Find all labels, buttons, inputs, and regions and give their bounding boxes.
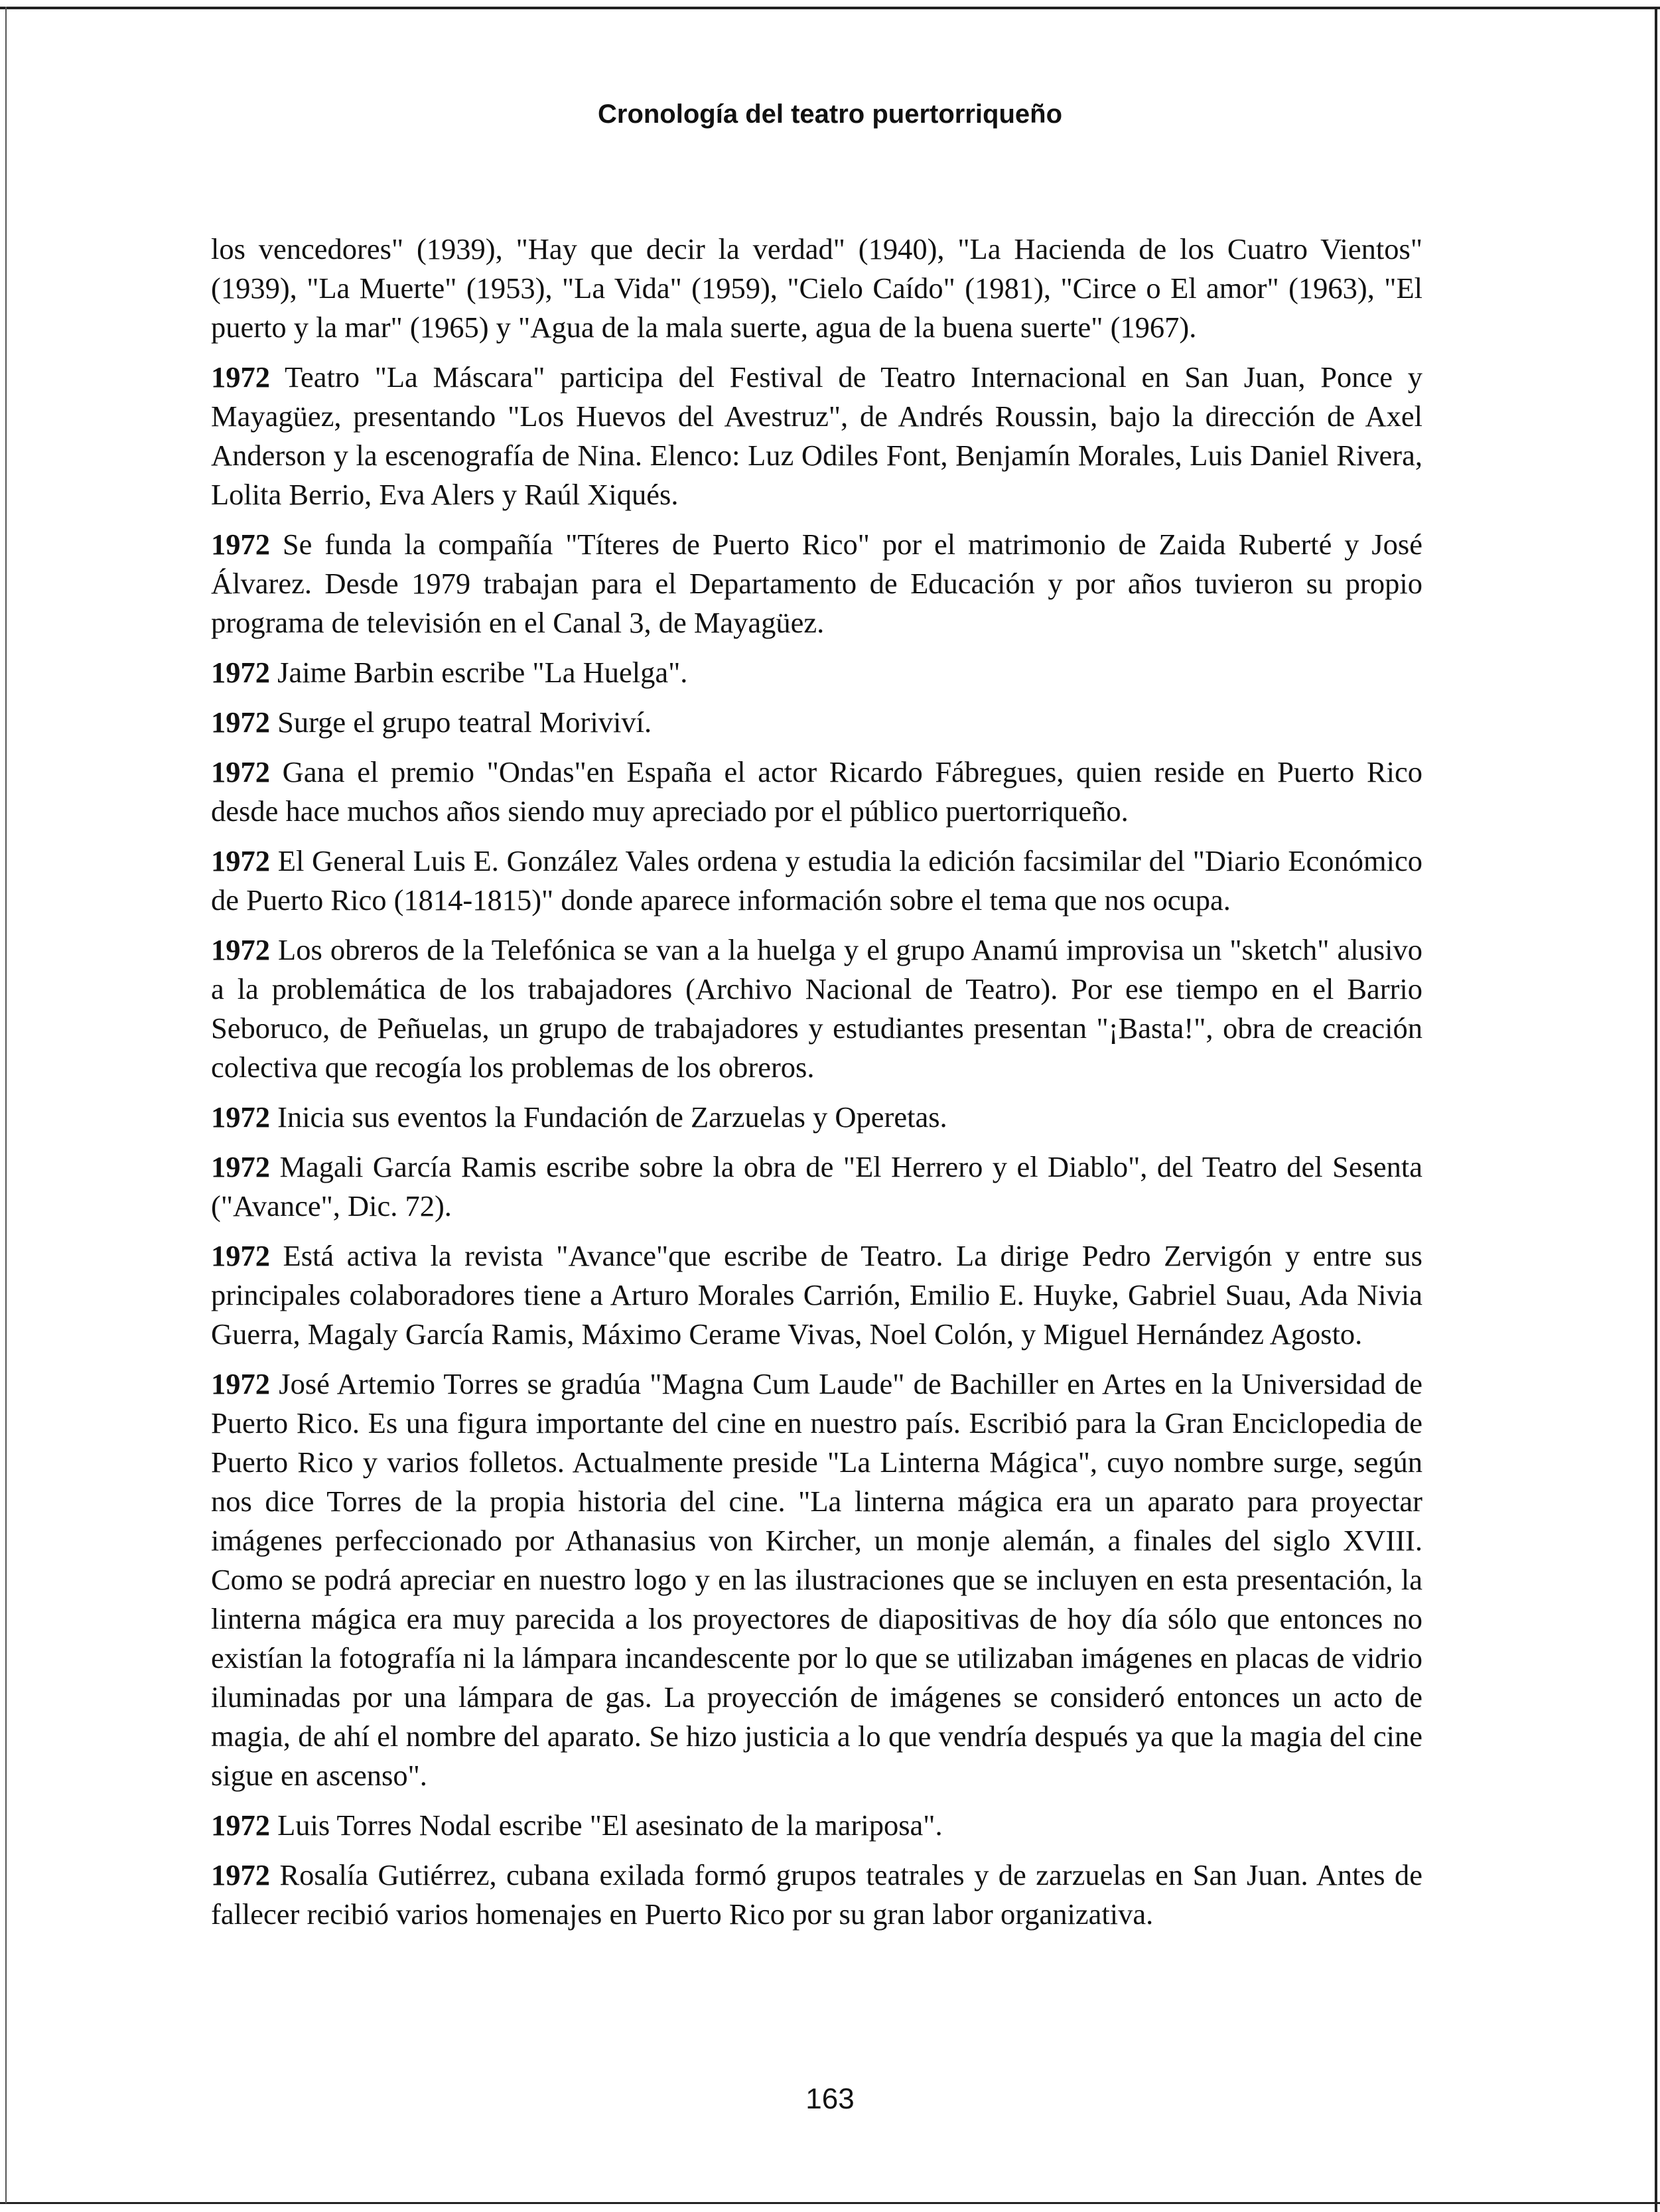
entry-text: Jaime Barbin escribe "La Huelga". [277,656,688,689]
entry-year: 1972 [211,755,270,788]
entry-year: 1972 [211,1150,270,1183]
entry-text: Luis Torres Nodal escribe "El asesinato de la mariposa". [277,1808,943,1842]
chronology-entry [211,1856,1422,1934]
page-border-right [1655,7,1657,2212]
entry-year: 1972 [211,933,270,966]
chronology-entry [211,653,1422,692]
chronology-entry [211,842,1422,920]
entry-year: 1972 [211,844,270,877]
chronology-entry [211,525,1422,642]
continuation-paragraph: los vencedores" (1939), "Hay que decir la verdad" (1940), "La Hacienda de los Cuatro Vientos" (1939), "La Muerte" (1953), "La Vida" (1959), "Cielo Caído" (1981), "Circe o El amor" (1963), "El puerto y la mar" (1965) y "Agua de la mala suerte, agua de la buena suerte" (1967). [211,232,1422,344]
entry-year: 1972 [211,360,270,394]
chronology-entry [211,930,1422,1087]
chronology-entry [211,1806,1422,1845]
page-number: 163 [805,2083,855,2115]
entry-year: 1972 [211,1367,270,1400]
entry-year: 1972 [211,705,270,739]
entry-year: 1972 [211,1100,270,1134]
entry-year: 1972 [211,1239,270,1272]
entry-year: 1972 [211,528,270,561]
page-border-top [0,7,1660,9]
chronology-entry [211,1364,1422,1795]
entry-text: Se funda la compañía "Títeres de Puerto Rico" por el matrimonio de Zaida Ruberté y José Álvarez. Desde 1979 trabajan para el Departamento de Educación y por años tuvieron su propio programa de televisión en el Canal 3, de Mayagüez. [211,528,1423,639]
page-border-bottom [0,2202,1660,2204]
entry-text: El General Luis E. González Vales ordena y estudia la edición facsimilar del "Diario Económico de Puerto Rico (1814-1815)" donde aparece información sobre el tema que nos ocupa. [211,844,1422,917]
entry-year: 1972 [211,1858,270,1891]
entry-text: Magali García Ramis escribe sobre la obra de "El Herrero y el Diablo", del Teatro del Sesenta ("Avance", Dic. 72). [211,1150,1422,1222]
chronology-entry [211,1147,1422,1226]
entry-text: Está activa la revista "Avance"que escribe de Teatro. La dirige Pedro Zervigón y entre sus principales colaboradores tiene a Arturo Morales Carrión, Emilio E. Huyke, Gabriel Suau, Ada Nivia Guerra, Magaly García Ramis, Máximo Cerame Vivas, Noel Colón, y Miguel Hernández Agosto. [211,1239,1422,1351]
entry-text: Surge el grupo teatral Moriviví. [277,705,652,739]
entry-year: 1972 [211,656,270,689]
entry-text: Los obreros de la Telefónica se van a la huelga y el grupo Anamú improvisa un "sketch" alusivo a la problemática de los trabajadores (Archivo Nacional de Teatro). Por ese tiempo en el Barrio Seboruco, de Peñuelas, un grupo de trabajadores y estudiantes presentan "¡Basta!", obra de creación colectiva que recogía los problemas de los obreros. [211,933,1422,1084]
entry-year: 1972 [211,1808,270,1842]
chronology-entry [211,1236,1422,1354]
running-header: Cronología del teatro puertorriqueño [597,100,1063,129]
entry-text: Inicia sus eventos la Fundación de Zarzuelas y Operetas. [277,1100,947,1134]
chronology-entry [211,358,1422,514]
chronology-entry [211,753,1422,831]
page-body [211,230,1422,1945]
entry-text: Teatro "La Máscara" participa del Festival de Teatro Internacional en San Juan, Ponce y Mayagüez, presentando "Los Huevos del Avestruz", de Andrés Roussin, bajo la dirección de Axel Anderson y la escenografía de Nina. Elenco: Luz Odiles Font, Benjamín Morales, Luis Daniel Rivera, Lolita Berrio, Eva Alers y Raúl Xiqués. [211,360,1422,511]
entry-text: José Artemio Torres se gradúa "Magna Cum Laude" de Bachiller en Artes en la Universidad de Puerto Rico. Es una figura importante del cine en nuestro país. Escribió para la Gran Enciclopedia de Puerto Rico y varios folletos. Actualmente preside "La Linterna Mágica", cuyo nombre surge, según nos dice Torres de la propia historia del cine. "La linterna mágica era un aparato para proyectar imágenes perfeccionado por Athanasius von Kircher, un monje alemán, a finales del siglo XVIII. Como se podrá apreciar en nuestro logo y en las ilustraciones que se incluyen en esta presentación, la linterna mágica era muy parecida a los proyectores de diapositivas de hoy día sólo que entonces no existían la fotografía ni la lámpara incandescente por lo que se utilizaban imágenes en placas de vidrio iluminadas por una lámpara de gas. La proyección de imágenes se consideró entonces un acto de magia, de ahí el nombre del aparato. Se hizo justicia a lo que vendría después ya que la magia del cine sigue en ascenso". [211,1367,1423,1792]
chronology-entry [211,1098,1422,1137]
entry-text: Gana el premio "Ondas"en España el actor Ricardo Fábregues, quien reside en Puerto Rico desde hace muchos años siendo muy apreciado por el público puertorriqueño. [211,755,1422,828]
page-border-left [5,7,7,2203]
entry-text: Rosalía Gutiérrez, cubana exilada formó grupos teatrales y de zarzuelas en San Juan. Antes de fallecer recibió varios homenajes en Puerto Rico por su gran labor organizativa. [211,1858,1423,1931]
chronology-entry [211,703,1422,742]
